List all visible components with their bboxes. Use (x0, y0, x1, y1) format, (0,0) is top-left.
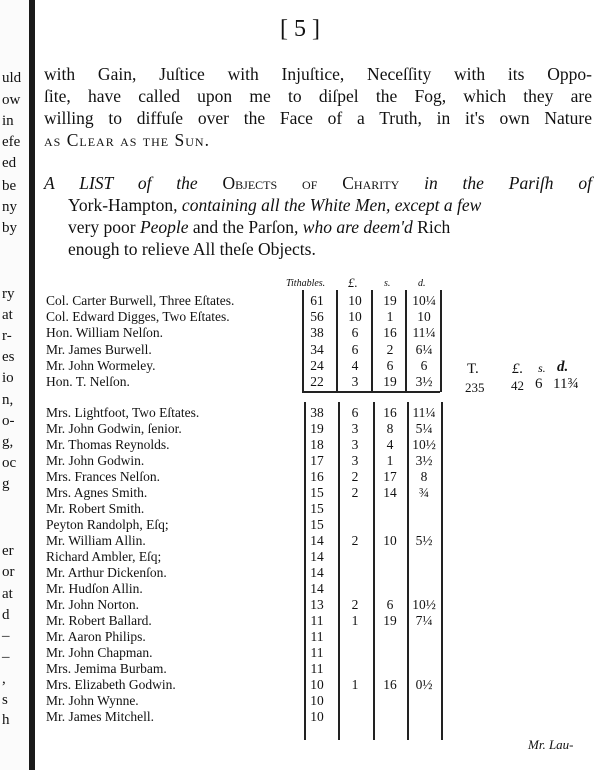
table-row-name: Mr. John Norton. (46, 597, 140, 612)
table-cell-l: 4 (351, 358, 359, 373)
column-rule (336, 290, 338, 392)
table-cell-l: 2 (351, 597, 359, 612)
table-row-name: Mr. James Burwell. (46, 342, 152, 357)
column-rule (304, 402, 306, 740)
table-cell-t: 15 (310, 501, 324, 516)
table-cell-t: 17 (310, 453, 324, 468)
table-row-name: Col. Edward Digges, Two Eſtates. (46, 309, 230, 324)
table-cell-t: 11 (310, 645, 324, 660)
list-title-h: and the (188, 217, 249, 237)
header-shillings: s. (384, 278, 391, 289)
table-cell-t: 18 (310, 437, 324, 452)
margin-fragment: – (2, 628, 10, 644)
table-cell-t: 11 (310, 661, 324, 676)
table-cell-t: 16 (310, 469, 324, 484)
table-row-name: Mr. John Chapman. (46, 645, 153, 660)
table-cell-t: 14 (310, 565, 324, 580)
margin-fragment: io (2, 370, 14, 386)
table-cell-l: 1 (351, 613, 359, 628)
table-row-name: Richard Ambler, Eſq; (46, 549, 162, 564)
list-title-f: very poor (68, 217, 140, 237)
table-cell-s: 14 (383, 485, 397, 500)
table-cell-s: 1 (386, 309, 394, 324)
table-cell-s: 2 (386, 342, 394, 357)
margin-fragment: , (2, 671, 6, 687)
margin-fragment: d (2, 607, 10, 623)
margin-fragment: ed (2, 155, 17, 171)
list-title-l: enough to relieve All theſe Objects. (68, 239, 316, 259)
table-cell-s: 8 (386, 421, 394, 436)
table-cell-l: 3 (351, 453, 359, 468)
table-cell-d: 3½ (415, 453, 433, 468)
list-title-d: in the Pariſh of (399, 173, 592, 193)
table-cell-l: 1 (351, 677, 359, 692)
page-number-header: [ 5 ] (280, 16, 320, 42)
table-cell-t: 11 (310, 629, 324, 644)
table-cell-s: 6 (386, 358, 394, 373)
table-row-name: Hon. William Nelſon. (46, 325, 163, 340)
table-row-name: Mr. Robert Ballard. (46, 613, 152, 628)
margin-fragment: er (2, 543, 14, 559)
total-label: T. (467, 361, 479, 377)
column-rule (302, 290, 304, 392)
table-cell-l: 3 (351, 421, 359, 436)
table-row-name: Mrs. Agnes Smith. (46, 485, 148, 500)
margin-fragment: at (2, 307, 13, 323)
table-row-name: Mr. John Godwin, ſenior. (46, 421, 182, 436)
table-cell-t: 15 (310, 485, 324, 500)
table-cell-s: 16 (383, 405, 397, 420)
table-cell-d: 6 (420, 358, 428, 373)
column-rule (338, 402, 340, 740)
column-rule (440, 290, 442, 392)
margin-fragment: o- (2, 413, 15, 429)
table-cell-d: ¾ (418, 485, 430, 500)
intro-line: with Gain, Juſtice with Injuſtice, Neceſſity with its Oppo- (44, 64, 592, 84)
margin-fragment: s (2, 692, 8, 708)
table-row-name: Mrs. Lightfoot, Two Eſtates. (46, 405, 200, 420)
list-title-j: , who are deem'd (294, 217, 418, 237)
margin-fragment: oc (2, 455, 17, 471)
table-cell-t: 10 (310, 693, 324, 708)
margin-fragment: by (2, 220, 17, 236)
table-cell-l: 2 (351, 485, 359, 500)
table-cell-t: 14 (310, 581, 324, 596)
table-cell-l: 3 (351, 374, 359, 389)
table-cell-t: 61 (310, 293, 324, 308)
table-cell-s: 1 (386, 453, 394, 468)
table-cell-d: 0½ (415, 677, 433, 692)
table-cell-l: 6 (351, 405, 359, 420)
table-cell-s: 19 (383, 374, 397, 389)
list-title-k: Rich (417, 217, 451, 237)
total-pence-header: d. (557, 359, 569, 375)
list-title-c: Objects of Charity (222, 173, 400, 193)
table-cell-d: 10 (417, 309, 431, 324)
table-row-name: Hon. T. Nelſon. (46, 374, 130, 389)
catchword: Mr. Lau- (528, 737, 574, 752)
table-row-name: Mr. Aaron Philips. (46, 629, 146, 644)
table-row-name: Mr. James Mitchell. (46, 709, 154, 724)
table-cell-t: 14 (310, 549, 324, 564)
margin-fragment: – (2, 649, 10, 665)
table-cell-d: 5¼ (415, 421, 433, 436)
table-cell-d: 5½ (415, 533, 433, 548)
table-row-name: Mr. Thomas Reynolds. (46, 437, 170, 452)
total-tithables: 235 (465, 380, 485, 395)
table-cell-s: 16 (383, 325, 397, 340)
table-row-name: Mr. John Wynne. (46, 693, 139, 708)
margin-fragment: ry (2, 286, 15, 302)
list-title-i: Parſon (248, 217, 295, 237)
table-row-name: Mrs. Jemima Burbam. (46, 661, 167, 676)
header-pounds: £. (348, 275, 358, 290)
margin-fragment: g (2, 476, 10, 492)
intro-line: as Clear as the Sun. (44, 130, 210, 150)
margin-fragment: uld (2, 70, 22, 86)
table-cell-d: 7¼ (415, 613, 433, 628)
margin-fragment: g, (2, 434, 14, 450)
table-row-name: Mr. Hudſon Allin. (46, 581, 143, 596)
list-title-e: , containing all the White Men, except a few (173, 195, 482, 215)
table-cell-s: 16 (383, 677, 397, 692)
margin-fragment: h (2, 712, 10, 728)
table-row-name: Mr. Arthur Dickenſon. (46, 565, 167, 580)
table-cell-d: 8 (420, 469, 428, 484)
table-cell-t: 10 (310, 709, 324, 724)
table-row-name: Mr. Robert Smith. (46, 501, 145, 516)
intro-line: willing to diffuſe over the Face of a Truth, in it's own Nature (44, 108, 592, 128)
table-cell-t: 38 (310, 405, 324, 420)
margin-fragment: or (2, 564, 15, 580)
table-cell-d: 10½ (412, 437, 436, 452)
table-cell-s: 6 (386, 597, 394, 612)
margin-fragment: in (2, 113, 14, 129)
margin-fragment: be (2, 178, 17, 194)
column-rule (407, 402, 409, 740)
total-shillings-header: s. (538, 361, 546, 375)
table-cell-l: 3 (351, 437, 359, 452)
table-cell-l: 10 (348, 309, 362, 324)
list-title-a: A LIST (44, 173, 113, 193)
table-row-name: Peyton Randolph, Eſq; (46, 517, 169, 532)
table-cell-t: 56 (310, 309, 324, 324)
total-underline (302, 391, 440, 393)
column-rule (405, 290, 407, 392)
margin-fragment: ny (2, 199, 17, 215)
table-cell-t: 24 (310, 358, 324, 373)
list-title-g: People (139, 217, 189, 237)
table-row-name: Mrs. Frances Nelſon. (46, 469, 160, 484)
table-row-name: Mrs. Elizabeth Godwin. (46, 677, 176, 692)
margin-fragment: r- (2, 328, 12, 344)
total-pence: 11¾ (553, 376, 579, 392)
margin-fragment: es (2, 349, 15, 365)
intro-line: ſite, have called upon me to diſpel the Fog, which they are (44, 86, 592, 106)
table-cell-l: 6 (351, 342, 359, 357)
table-cell-t: 22 (310, 374, 324, 389)
table-cell-s: 19 (383, 293, 397, 308)
table-cell-t: 34 (310, 342, 324, 357)
table-row-name: Mr. William Allin. (46, 533, 146, 548)
margin-fragment: n, (2, 392, 14, 408)
table-cell-s: 19 (383, 613, 397, 628)
table-cell-d: 3½ (415, 374, 433, 389)
table-cell-d: 6¼ (415, 342, 433, 357)
table-cell-d: 11¼ (412, 325, 436, 340)
table-row-name: Mr. John Wormeley. (46, 358, 156, 373)
table-cell-d: 10½ (412, 597, 436, 612)
margin-fragment: ow (2, 92, 21, 108)
header-pence: d. (418, 278, 426, 289)
column-rule (371, 290, 373, 392)
margin-fragment: efe (2, 134, 21, 150)
table-row-name: Col. Carter Burwell, Three Eſtates. (46, 293, 235, 308)
table-cell-t: 15 (310, 517, 324, 532)
table-cell-t: 11 (310, 613, 324, 628)
table-cell-d: 11¼ (412, 405, 436, 420)
header-tithables: Tithables. (286, 278, 326, 289)
column-rule (441, 402, 443, 740)
table-row-name: Mr. John Godwin. (46, 453, 145, 468)
table-cell-l: 2 (351, 533, 359, 548)
list-title-b: of the (112, 173, 223, 193)
table-cell-l: 2 (351, 469, 359, 484)
table-cell-t: 14 (310, 533, 324, 548)
margin-fragment: at (2, 586, 13, 602)
total-pounds: 42 (511, 378, 524, 393)
table-cell-l: 10 (348, 293, 362, 308)
table-cell-t: 13 (310, 597, 324, 612)
list-title-place: York-Hampton (68, 195, 174, 215)
total-shillings: 6 (535, 376, 543, 392)
table-cell-l: 6 (351, 325, 359, 340)
table-cell-t: 10 (310, 677, 324, 692)
table-cell-t: 38 (310, 325, 324, 340)
table-cell-s: 17 (383, 469, 397, 484)
column-rule (373, 402, 375, 740)
total-pounds-header: £. (512, 361, 524, 377)
table-cell-s: 4 (386, 437, 394, 452)
table-cell-d: 10¼ (412, 293, 436, 308)
table-cell-t: 19 (310, 421, 324, 436)
table-cell-s: 10 (383, 533, 397, 548)
